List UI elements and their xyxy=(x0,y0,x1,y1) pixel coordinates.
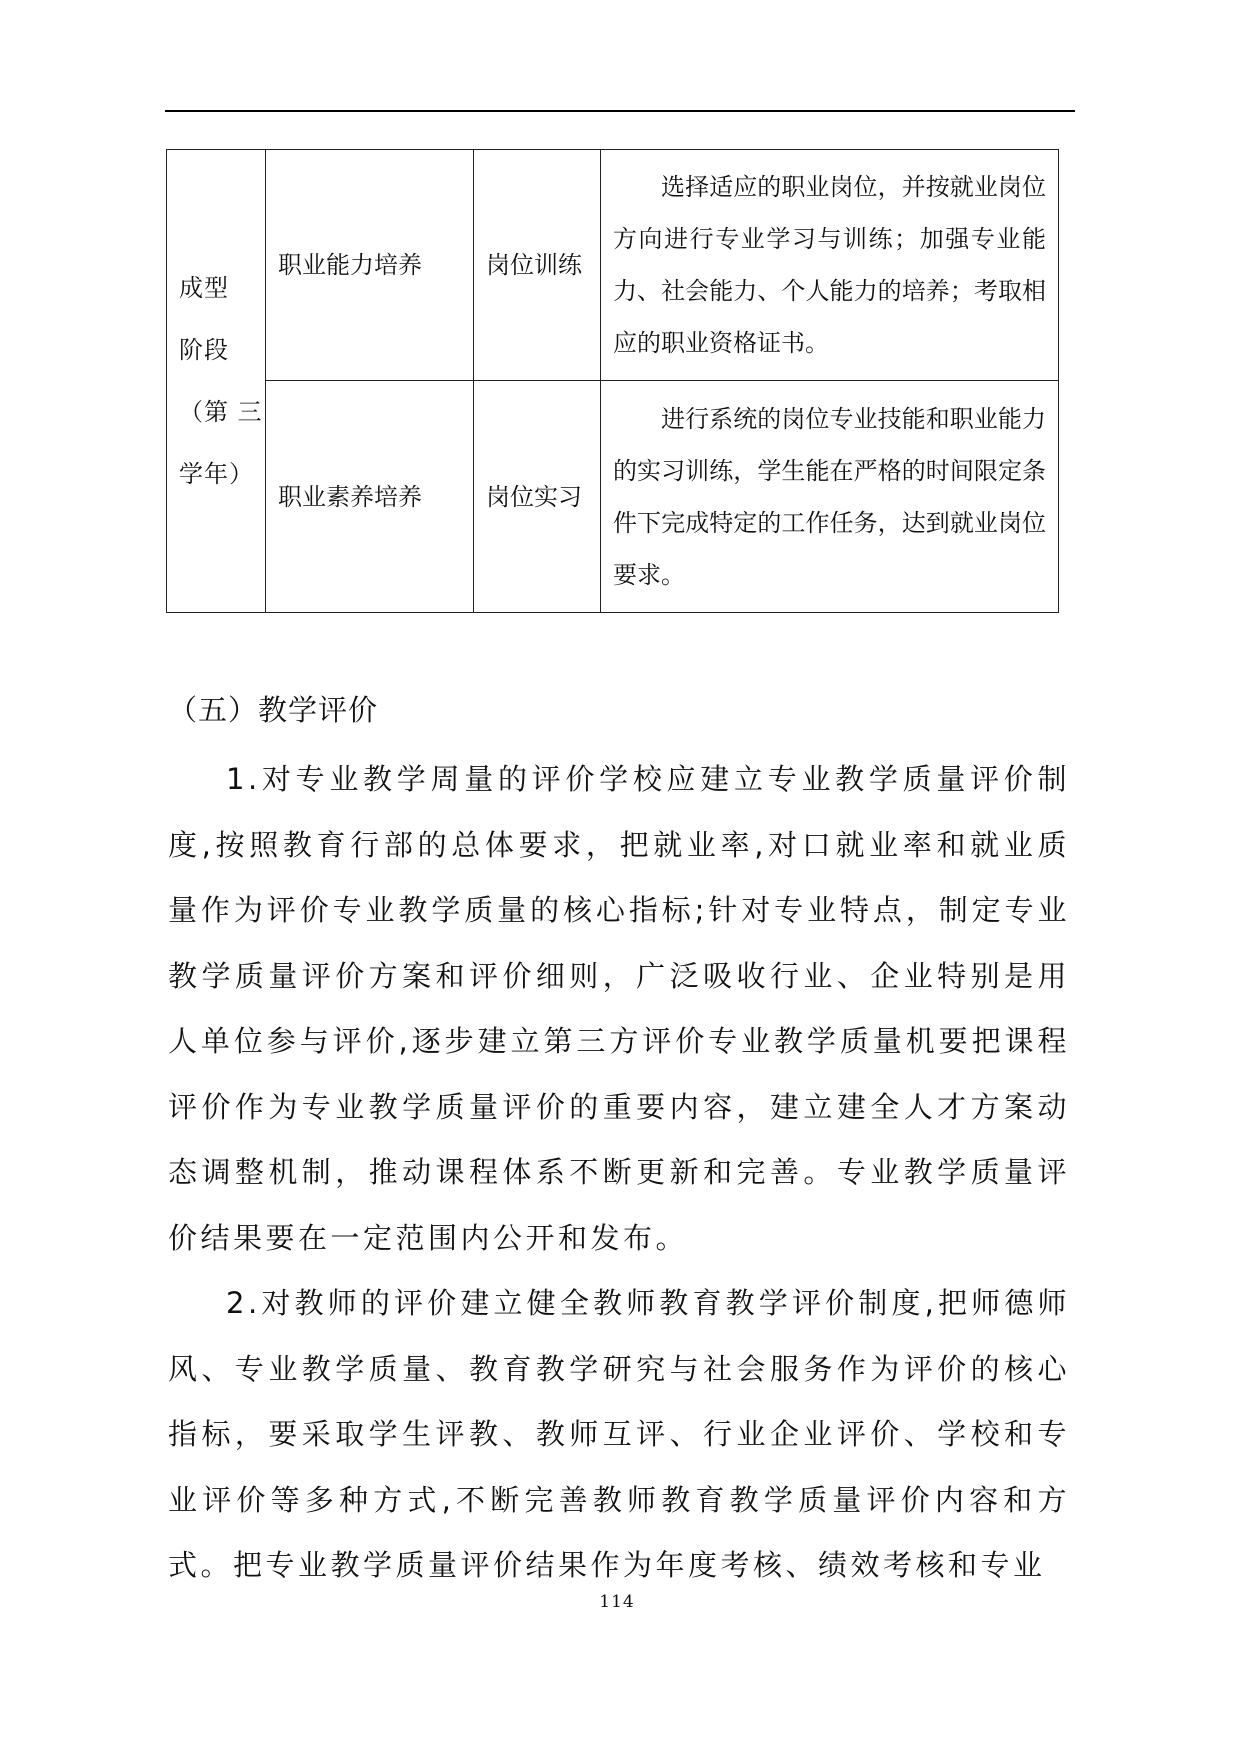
stage-label-line: 成型 xyxy=(179,274,229,302)
stage-cell xyxy=(167,150,266,613)
description-cell xyxy=(601,381,1059,613)
module-cell: 职业素养培养 xyxy=(266,381,474,613)
section-heading: （五）教学评价 xyxy=(168,693,379,727)
module-cell: 职业能力培养 xyxy=(266,150,474,381)
page-number: 114 xyxy=(599,1592,635,1612)
description-text: 选择适应的职业岗位，并按就业岗位方向进行专业学习与训练；加强专业能力、社会能力、个人能力的培养；考取相应的职业资格证书。 xyxy=(613,173,1046,357)
course-cell: 岗位训练 xyxy=(474,150,601,381)
stage-label-line: 阶段 xyxy=(179,336,229,364)
table-row xyxy=(167,381,1059,613)
course-cell: 岗位实习 xyxy=(474,381,601,613)
stage-label-line: 学年） xyxy=(179,460,254,488)
table-row xyxy=(167,150,1059,381)
header-rule xyxy=(165,110,1075,112)
training-stage-table xyxy=(166,149,1059,613)
paragraph: 1.对专业教学周量的评价学校应建立专业教学质量评价制度,按照教育行部的总体要求，把就业率,对口就业率和就业质量作为评价专业教学质量的核心指标;针对专业特点，制定专业教学质量评价方案和评价细则，广泛吸收行业、企业特别是用人单位参与评价,逐步建立第三方评价专业教学质量机要把课程评价作为专业教学质量评价的重要内容，建立建全人才方案动态调整机制，推动课程体系不断更新和完善。专业教学质量评价结果要在一定范围内公开和发布。 xyxy=(168,762,1070,1255)
stage-label-line: （第 三 xyxy=(179,398,263,426)
description-cell xyxy=(601,150,1059,381)
paragraph: 2.对教师的评价建立健全教师教育教学评价制度,把师德师风、专业教学质量、教育教学研究与社会服务作为评价的核心指标，要采取学生评教、教师互评、行业企业评价、学校和专业评价等多种方式,不断完善教师教育教学质量评价内容和方式。把专业教学质量评价结果作为年度考核、绩效考核和专业 xyxy=(168,1286,1070,1582)
description-text: 进行系统的岗位专业技能和职业能力的实习训练，学生能在严格的时间限定条件下完成特定的工作任务，达到就业岗位要求。 xyxy=(613,404,1046,589)
